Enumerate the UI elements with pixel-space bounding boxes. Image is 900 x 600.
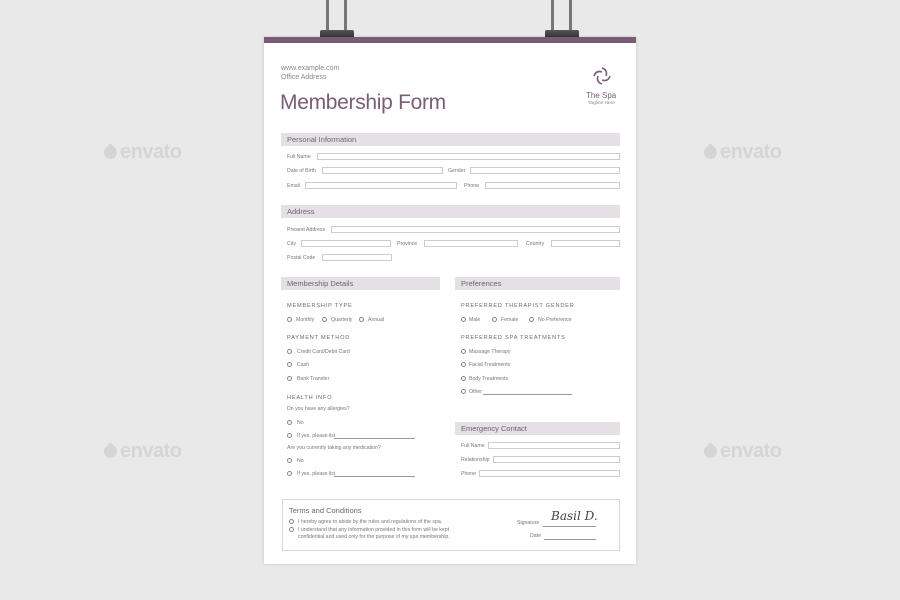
country-field[interactable] <box>551 240 620 247</box>
top-accent-bar <box>264 37 636 43</box>
watermark: envato <box>704 440 781 463</box>
watermark: envato <box>104 440 181 463</box>
signature-handwriting: Basil D. <box>551 509 598 523</box>
watermark: envato <box>104 141 181 164</box>
option-label: Credit Card/Debit Card <box>297 349 350 355</box>
radio-massage[interactable] <box>461 349 466 354</box>
section-membership-details: Membership Details <box>281 277 440 290</box>
province-label: Province <box>397 241 418 247</box>
envato-leaf-icon <box>101 143 119 161</box>
terms-line-2: I understand that any information provided in this form will be kept <box>298 527 450 533</box>
gender-label: Gender <box>448 168 466 174</box>
other-treatment-line[interactable] <box>483 394 572 395</box>
option-label: Body Treatments <box>469 376 509 382</box>
signature-label: Signature <box>517 520 540 526</box>
medication-question: Are you currently taking any medication? <box>287 445 381 451</box>
membership-type-caption: MEMBERSHIP TYPE <box>287 303 353 309</box>
health-info-caption: HEALTH INFO <box>287 395 333 401</box>
radio-other[interactable] <box>461 389 466 394</box>
option-label: No Preference <box>538 317 572 323</box>
option-label: Bank Transfer <box>297 376 330 382</box>
envato-leaf-icon <box>101 442 119 460</box>
full-name-field[interactable] <box>317 153 620 160</box>
medication-list-line[interactable] <box>334 476 415 477</box>
office-address-text: Office Address <box>281 74 327 81</box>
option-label: No <box>297 420 304 426</box>
radio-body[interactable] <box>461 376 466 381</box>
radio-medication-no[interactable] <box>287 458 292 463</box>
emergency-name-field[interactable] <box>488 442 620 449</box>
section-preferences: Preferences <box>455 277 620 290</box>
payment-method-caption: PAYMENT METHOD <box>287 335 351 341</box>
envato-leaf-icon <box>701 143 719 161</box>
postal-code-field[interactable] <box>322 254 392 261</box>
signature-line[interactable] <box>543 526 596 527</box>
option-label: Massage Therapy <box>469 349 511 355</box>
agree-confidential-checkbox[interactable] <box>289 527 294 532</box>
option-label: Facial Treatments <box>469 362 511 368</box>
allergies-question: Do you have any allergies? <box>287 406 350 412</box>
section-address: Address <box>281 205 620 218</box>
country-label: Country <box>526 241 545 247</box>
page-title: Membership Form <box>280 91 446 114</box>
option-label: Monthly <box>296 317 315 323</box>
section-emergency-contact: Emergency Contact <box>455 422 620 435</box>
option-label: No <box>297 458 304 464</box>
website-text: www.example.com <box>281 65 340 72</box>
radio-male[interactable] <box>461 317 466 322</box>
option-label: Other <box>469 389 482 395</box>
radio-facial[interactable] <box>461 362 466 367</box>
option-label: Female <box>501 317 519 323</box>
option-label: If yes, please list <box>297 433 336 439</box>
spa-treatments-caption: PREFERRED SPA TREATMENTS <box>461 335 566 341</box>
postal-code-label: Postal Code <box>287 255 316 261</box>
terms-heading: Terms and Conditions <box>289 506 362 515</box>
envato-leaf-icon <box>701 442 719 460</box>
terms-line-1: I hereby agree to abide by the rules and regulations of the spa. <box>298 519 443 525</box>
radio-annual[interactable] <box>359 317 364 322</box>
full-name-label: Full Name <box>287 154 311 160</box>
allergies-list-line[interactable] <box>334 438 415 439</box>
radio-allergies-yes[interactable] <box>287 433 292 438</box>
phone-label: Phone <box>464 183 480 189</box>
radio-cash[interactable] <box>287 362 292 367</box>
section-personal-information: Personal Information <box>281 133 620 146</box>
city-label: City <box>287 241 296 247</box>
province-field[interactable] <box>424 240 518 247</box>
option-label: Male <box>469 317 481 323</box>
watermark: envato <box>704 141 781 164</box>
emergency-phone-field[interactable] <box>479 470 620 477</box>
relationship-field[interactable] <box>493 456 620 463</box>
radio-quarterly[interactable] <box>322 317 327 322</box>
date-label: Date <box>530 533 541 539</box>
radio-medication-yes[interactable] <box>287 471 292 476</box>
option-label: Quarterly <box>331 317 353 323</box>
brand-tagline: Tagline Here <box>588 101 615 106</box>
present-address-field[interactable] <box>331 226 620 233</box>
email-field[interactable] <box>305 182 457 189</box>
emergency-name-label: Full Name <box>461 443 485 449</box>
terms-line-3: confidential and used only for the purpose of my spa membership. <box>298 534 450 540</box>
membership-form-sheet <box>264 37 636 564</box>
option-label: Annual <box>368 317 385 323</box>
date-line[interactable] <box>544 539 596 540</box>
radio-allergies-no[interactable] <box>287 420 292 425</box>
therapist-gender-caption: PREFERRED THERAPIST GENDER <box>461 303 575 309</box>
radio-bank-transfer[interactable] <box>287 376 292 381</box>
brand-name: The Spa <box>586 91 617 100</box>
present-address-label: Present Address <box>287 227 326 233</box>
agree-rules-checkbox[interactable] <box>289 519 294 524</box>
email-label: Email <box>287 183 300 189</box>
option-label: If yes, please list <box>297 471 336 477</box>
spa-logo-icon <box>592 66 612 86</box>
option-label: Cash <box>297 362 310 368</box>
emergency-phone-label: Phone <box>461 471 477 477</box>
radio-monthly[interactable] <box>287 317 292 322</box>
dob-field[interactable] <box>322 167 443 174</box>
gender-field[interactable] <box>470 167 620 174</box>
dob-label: Date of Birth <box>287 168 316 174</box>
city-field[interactable] <box>301 240 391 247</box>
radio-female[interactable] <box>492 317 497 322</box>
radio-credit-card[interactable] <box>287 349 292 354</box>
phone-field[interactable] <box>485 182 620 189</box>
radio-no-preference[interactable] <box>529 317 534 322</box>
relationship-label: Relationship <box>461 457 490 463</box>
